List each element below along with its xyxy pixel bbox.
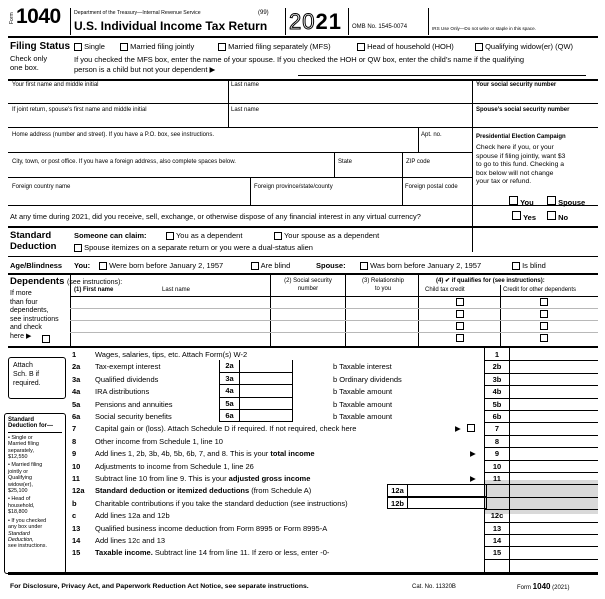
dep4-ctc[interactable] — [456, 334, 464, 342]
line-total-field[interactable] — [510, 472, 598, 484]
campaign-spouse[interactable]: Spouse — [547, 196, 585, 207]
line-number: 4a — [72, 387, 81, 397]
line-total-field[interactable] — [510, 410, 598, 422]
line-right-number: 15 — [492, 548, 502, 558]
campaign-title: Presidential Election Campaign — [476, 134, 566, 140]
form-title: U.S. Individual Income Tax Return — [74, 19, 268, 33]
line-description: Charitable contributions if you take the standard deduction (see instructions) — [95, 498, 348, 508]
claim-itemizes[interactable]: Spouse itemizes on a separate return or you were a dual-status alien — [74, 243, 313, 252]
address-label: Home address (number and street). If you have a P.O. box, see instructions. — [12, 132, 214, 138]
form-code: (99) — [258, 10, 269, 16]
line-number: 1 — [72, 350, 77, 359]
line-total-field[interactable] — [510, 422, 598, 434]
line-number: 13 — [72, 523, 81, 533]
checkbox[interactable] — [475, 43, 483, 51]
line-box-label: 2a — [219, 360, 239, 372]
line-number: 2a — [72, 362, 81, 372]
checkbox[interactable] — [512, 262, 520, 270]
checkbox[interactable] — [120, 43, 128, 51]
age-title: Age/Blindness — [10, 261, 63, 270]
footer-notice: For Disclosure, Privacy Act, and Paperwork Reduction Act Notice, see separate instructions. — [10, 583, 309, 590]
age-you-born[interactable]: Were born before January 2, 1957 — [99, 261, 223, 270]
checkbox[interactable] — [509, 196, 518, 205]
dep2-odc[interactable] — [540, 310, 548, 318]
line-box-label: 12b — [387, 497, 407, 509]
apt-label: Apt. no. — [421, 132, 442, 138]
dependents-title: Dependents (see instructions): — [10, 276, 123, 287]
line-amount-field[interactable] — [239, 385, 293, 397]
line-amount-field[interactable] — [407, 497, 487, 509]
footer-cat: Cat. No. 11320B — [412, 584, 456, 590]
arrow-icon: ▶ — [455, 424, 461, 434]
dep3-ctc[interactable] — [456, 322, 464, 330]
omb-number: OMB No. 1545-0074 — [352, 24, 408, 30]
line-description: Qualified business income deduction from Form 8995 or Form 8995-A — [95, 523, 328, 533]
line-right-number: 5b — [492, 399, 502, 409]
dependents-side: If more than four dependents, see instructions and check here ▶ — [10, 290, 59, 340]
spouse-first-label: If joint return, spouse’s first name and middle initial — [12, 107, 147, 113]
age-spouse-blind[interactable]: Is blind — [512, 261, 546, 270]
dep2-ctc[interactable] — [456, 310, 464, 318]
arrow-icon: ▶ — [470, 449, 476, 459]
line-right-number: 11 — [493, 474, 501, 483]
line-b-description: b Taxable amount — [333, 399, 393, 409]
checkbox[interactable] — [166, 232, 174, 240]
spouse-ssn-label: Spouse’s social security number — [476, 107, 570, 113]
line-description: Wages, salaries, tips, etc. Attach Form(s) W-2 — [95, 350, 248, 359]
filing-status-title: Filing Status — [10, 41, 70, 52]
line-description: Standard deduction or itemized deductions (from Schedule A) — [95, 486, 312, 496]
line-total-field[interactable] — [510, 398, 598, 410]
someone-can-claim: Someone can claim: — [74, 231, 147, 240]
line-box-label: 4a — [219, 385, 239, 397]
line-right-number: 13 — [492, 523, 502, 533]
country-label: Foreign country name — [12, 184, 71, 190]
checkbox[interactable] — [274, 232, 282, 240]
line-total-field[interactable] — [510, 360, 598, 372]
line-box-label: 5a — [219, 398, 239, 410]
dep-col1: (1) First name — [74, 287, 114, 293]
row-rule — [484, 484, 598, 485]
line-amount-field[interactable] — [239, 360, 293, 372]
checkbox[interactable] — [251, 262, 259, 270]
filing-status-sub: Check only one box. — [10, 54, 48, 72]
dep4-odc[interactable] — [540, 334, 548, 342]
line-amount-field[interactable] — [239, 398, 293, 410]
line-description: Add lines 12c and 13 — [95, 536, 166, 545]
dep-col4b: Credit for other dependents — [503, 287, 577, 293]
std-ded-sidebar: Standard Deduction for— • Single or Married filing separately, $12,550 • Married filing jointly or Qualifying widow(er), $25,100 • Head of household, $18,800 • If you checked any box under Standard Deduction, see instructions. — [4, 413, 66, 574]
first-name-label: Your first name and middle initial — [12, 82, 99, 88]
line-description: Qualified dividends — [95, 374, 159, 384]
form-number: 1040 — [16, 5, 61, 28]
age-spouse: Spouse: — [316, 261, 346, 270]
line-amount-field[interactable] — [239, 373, 293, 385]
postal-label: Foreign postal code — [405, 184, 458, 190]
claim-spouse[interactable]: Your spouse as a dependent — [274, 231, 379, 240]
line-description: Pensions and annuities — [95, 399, 173, 409]
line-description: Adjustments to income from Schedule 1, line 26 — [95, 461, 254, 471]
line-number: c — [72, 511, 77, 521]
line-right-number: 2b — [492, 362, 502, 372]
province-label: Foreign province/state/county — [254, 184, 333, 190]
city-label: City, town, or post office. If you have a foreign address, also complete spaces below. — [12, 159, 236, 165]
line-description: Add lines 1, 2b, 3b, 4b, 5b, 6b, 7, and 8. This is your total income — [95, 449, 315, 459]
virtual-yes[interactable]: Yes — [512, 211, 536, 222]
line-number: 8 — [72, 436, 77, 446]
line-description: Capital gain or (loss). Attach Schedule D if required. If not required, check here — [95, 424, 357, 434]
line-b-description: b Ordinary dividends — [333, 374, 402, 384]
checkbox[interactable] — [547, 211, 556, 220]
dep-col1b: Last name — [162, 287, 191, 293]
filing-qw[interactable]: Qualifying widow(er) (QW) — [475, 42, 573, 51]
age-you: You: — [74, 261, 91, 270]
line-total-field[interactable] — [510, 522, 598, 534]
line-total-field[interactable] — [510, 509, 598, 521]
line-description: Taxable income. Subtract line 14 from line 11. If zero or less, enter -0- — [95, 548, 330, 558]
dep-col4: (4) ✔ if qualifies for (see instructions): — [436, 278, 545, 284]
attach-sch-b: Attach Sch. B if required. — [8, 357, 66, 399]
line-number: 11 — [72, 474, 80, 483]
line-right-number: 9 — [494, 449, 500, 459]
std-ded-title: Standard Deduction — [10, 230, 57, 252]
age-spouse-born[interactable]: Was born before January 2, 1957 — [360, 261, 481, 270]
filing-mfj[interactable]: Married filing jointly — [120, 42, 194, 51]
line-box-label: 3a — [219, 373, 239, 385]
campaign-text: Check here if you, or your spouse if filing jointly, want $3 to go to this fund. Checking a box below will not change your tax or refund. — [476, 144, 566, 186]
line-b-description: b Taxable interest — [333, 362, 392, 372]
state-label: State — [338, 159, 353, 165]
line-amount-field[interactable] — [407, 484, 487, 496]
line-description: Social security benefits — [95, 412, 172, 421]
line-total-field[interactable] — [510, 373, 598, 385]
virtual-question: At any time during 2021, did you receive, sell, exchange, or otherwise dispose of any financial interest in any virtual currency? — [10, 212, 421, 221]
line-total-field[interactable] — [510, 435, 598, 447]
line-number: 3a — [72, 374, 81, 384]
dep-col4a: Child tax credit — [425, 287, 465, 293]
line-total-field[interactable] — [510, 385, 598, 397]
line-right-number: 4b — [492, 387, 502, 397]
filing-single[interactable]: Single — [74, 42, 105, 51]
line-number: b — [72, 498, 77, 508]
line-box-label: 12a — [387, 484, 407, 496]
checkbox[interactable] — [360, 262, 368, 270]
checkbox[interactable] — [218, 43, 226, 51]
dep-col3: (3) Relationship to you — [361, 278, 405, 292]
filing-hoh[interactable]: Head of household (HOH) — [357, 42, 454, 51]
claim-you[interactable]: You as a dependent — [166, 231, 242, 240]
checkbox[interactable] — [547, 196, 556, 205]
line-right-number: 3b — [492, 374, 502, 384]
line-description: Tax-exempt interest — [95, 362, 161, 372]
line-total-field[interactable] — [510, 348, 598, 360]
checkbox[interactable] — [99, 262, 107, 270]
line-number: 6a — [72, 412, 81, 421]
line-right-number: 10 — [492, 461, 502, 471]
checkbox[interactable] — [512, 211, 521, 220]
dep-col2: (2) Social security number — [284, 278, 332, 292]
line-description: Add lines 12a and 12b — [95, 511, 170, 521]
tax-year: 2021 — [289, 9, 342, 34]
filing-mfs[interactable]: Married filing separately (MFS) — [218, 42, 331, 51]
checkbox[interactable] — [357, 43, 365, 51]
line-number: 7 — [72, 424, 77, 434]
last-name-label: Last name — [231, 82, 260, 88]
filing-note: If you checked the MFS box, enter the name of your spouse. If you checked the HOH or QW box, enter the child’s name if the qualifying person is a child but not your dependent ▶ — [74, 55, 525, 74]
row-rule — [484, 559, 598, 560]
line-total-field[interactable] — [510, 546, 598, 558]
ssn-label: Your social security number — [476, 82, 557, 88]
line-amount-field[interactable] — [239, 410, 293, 422]
irs-use-only: IRS Use Only—Do not write or staple in this space. — [432, 26, 536, 31]
line7-checkbox[interactable] — [467, 424, 475, 432]
line-number: 10 — [72, 461, 81, 471]
line-number: 9 — [72, 449, 77, 459]
line-total-field[interactable] — [510, 460, 598, 472]
row-rule — [484, 497, 598, 498]
footer-form: Form 1040 (2021) — [517, 582, 570, 591]
line-b-description: b Taxable amount — [333, 412, 393, 421]
dep3-odc[interactable] — [540, 322, 548, 330]
age-you-blind[interactable]: Are blind — [251, 261, 290, 270]
line-right-number: 12c — [490, 511, 504, 521]
line-number: 5a — [72, 399, 81, 409]
line-right-number: 7 — [494, 424, 500, 434]
line-description: Subtract line 10 from line 9. This is your adjusted gross income — [95, 474, 311, 483]
line-total-field[interactable] — [510, 534, 598, 546]
line-box-label: 6a — [219, 410, 239, 422]
line-number: 15 — [72, 548, 81, 558]
arrow-icon: ▶ — [470, 474, 476, 483]
dep1-ctc[interactable] — [456, 298, 464, 306]
line-right-number: 6b — [492, 412, 502, 421]
zip-label: ZIP code — [406, 159, 430, 165]
department: Department of the Treasury—Internal Revenue Service — [74, 10, 201, 16]
line-b-description: b Taxable amount — [333, 387, 393, 397]
line-description: Other income from Schedule 1, line 10 — [95, 436, 223, 446]
virtual-no[interactable]: No — [547, 211, 568, 222]
campaign-you[interactable]: You — [509, 196, 534, 207]
checkbox[interactable] — [74, 244, 82, 252]
checkbox[interactable] — [74, 43, 82, 51]
form-label: Form — [9, 12, 15, 24]
line-total-field[interactable] — [510, 447, 598, 459]
more-dependents-checkbox[interactable] — [42, 335, 50, 343]
line-description: IRA distributions — [95, 387, 150, 397]
line-right-number: 8 — [494, 436, 500, 446]
line-number: 12a — [72, 486, 85, 496]
line-number: 14 — [72, 536, 81, 545]
line-right-number: 14 — [492, 536, 502, 545]
line-right-number: 1 — [494, 350, 500, 359]
spouse-last-label: Last name — [231, 107, 260, 113]
dep1-odc[interactable] — [540, 298, 548, 306]
